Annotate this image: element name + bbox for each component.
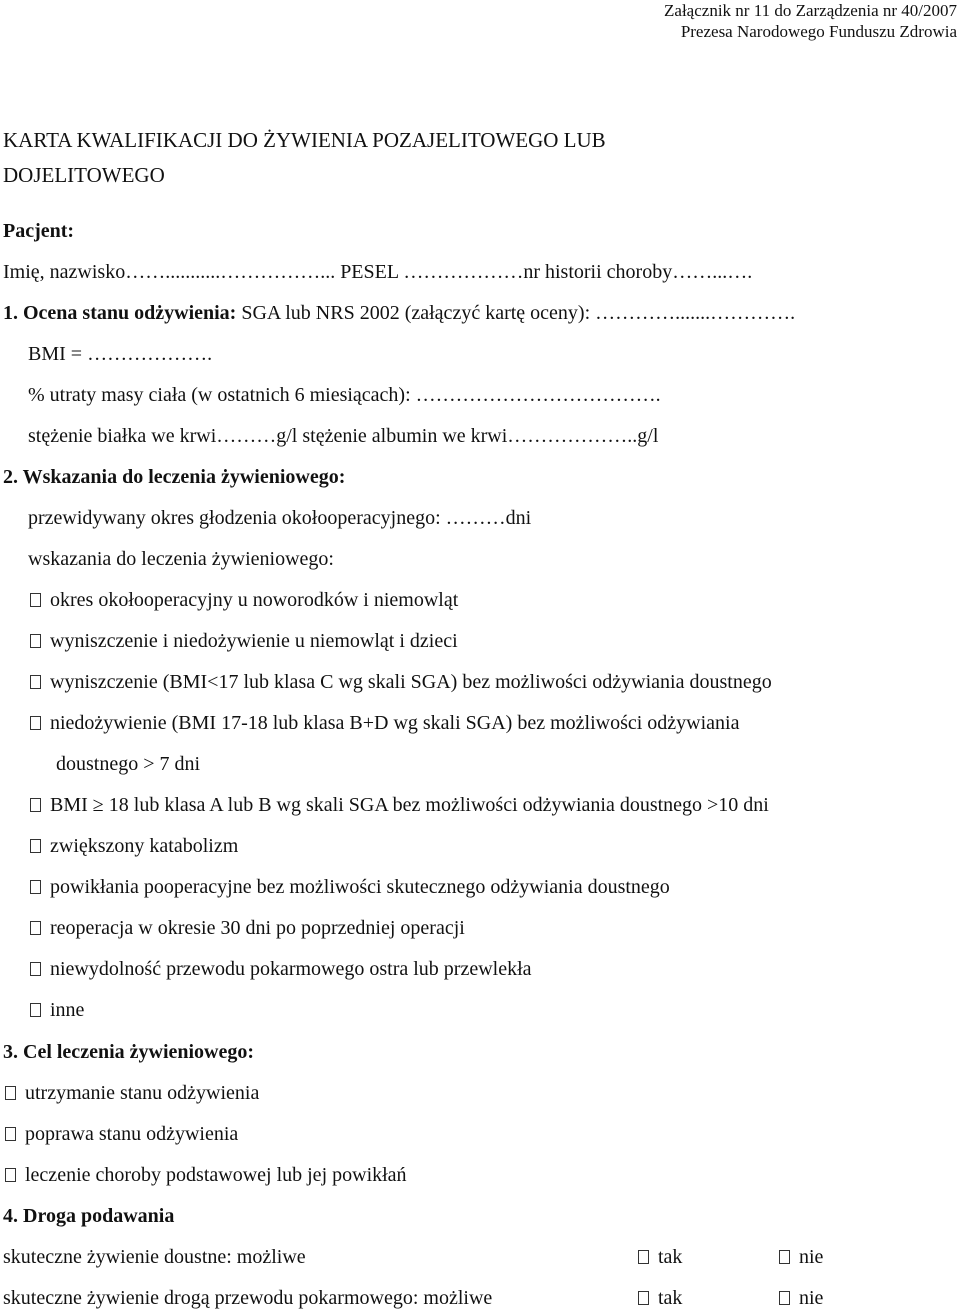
section-1-heading (3, 301, 795, 325)
indication-label: okres okołooperacyjny u noworodków i niemowląt (50, 589, 459, 611)
indication-label: niewydolność przewodu pokarmowego ostra lub przewlekła (50, 958, 532, 980)
checkbox[interactable] (30, 1003, 41, 1017)
indication-label: niedożywienie (BMI 17-18 lub klasa B+D wg skali SGA) bez możliwości odżywiania (50, 712, 740, 734)
checkbox[interactable] (30, 839, 41, 853)
checkbox[interactable] (779, 1250, 790, 1264)
patient-label: Pacjent: (3, 220, 75, 242)
weight-loss-field: % utraty masy ciała (w ostatnich 6 miesiącach): ………………………………. (28, 384, 661, 406)
yes-label: tak (658, 1287, 683, 1309)
checkbox[interactable] (30, 798, 41, 812)
bmi-field: BMI = ………………. (28, 343, 213, 365)
document-title-line2: DOJELITOWEGO (3, 163, 165, 187)
indication-item (30, 793, 769, 817)
goal-label: utrzymanie stanu odżywienia (25, 1082, 260, 1104)
indication-label: wyniszczenie (BMI<17 lub klasa C wg skali SGA) bez możliwości odżywiania doustnego (50, 671, 772, 693)
goal-label: poprawa stanu odżywienia (25, 1123, 239, 1145)
checkbox[interactable] (5, 1086, 16, 1100)
indication-item (30, 916, 465, 940)
checkbox[interactable] (30, 675, 41, 689)
checkbox[interactable] (30, 880, 41, 894)
checkbox[interactable] (30, 634, 41, 648)
indication-label: zwiększony katabolizm (50, 835, 239, 857)
route-row-label: skuteczne żywienie drogą przewodu pokarmowego: możliwe (3, 1287, 493, 1309)
yes-label: tak (658, 1246, 683, 1268)
checkbox[interactable] (30, 593, 41, 607)
indication-label: inne (50, 999, 85, 1021)
route-yes-option (638, 1245, 682, 1269)
section-3-heading: 3. Cel leczenia żywieniowego: (3, 1041, 255, 1063)
indication-item (30, 670, 772, 694)
indication-item (30, 588, 458, 612)
indication-label: powikłania pooperacyjne bez możliwości skutecznego odżywiania doustnego (50, 876, 670, 898)
section-1-title: 1. Ocena stanu odżywienia: (3, 302, 242, 324)
no-label: nie (799, 1246, 824, 1268)
patient-fields-line: Imię, nazwisko……...........……………... PESEL ………………nr historii choroby……...…. (3, 261, 753, 283)
indication-item (30, 875, 670, 899)
checkbox[interactable] (30, 962, 41, 976)
indication-label-continuation: doustnego > 7 dni (56, 753, 201, 775)
checkbox[interactable] (30, 921, 41, 935)
route-no-option (779, 1245, 823, 1269)
route-yes-option (638, 1286, 682, 1310)
checkbox[interactable] (5, 1168, 16, 1182)
indication-item (30, 957, 532, 981)
indication-item (30, 711, 739, 735)
indication-label: BMI ≥ 18 lub klasa A lub B wg skali SGA bez możliwości odżywiania doustnego >10 dni (50, 794, 769, 816)
document-title-line1: KARTA KWALIFIKACJI DO ŻYWIENIA POZAJELITOWEGO LUB (3, 128, 606, 152)
protein-albumin-field: stężenie białka we krwi………g/l stężenie albumin we krwi………………..g/l (28, 425, 659, 447)
goal-label: leczenie choroby podstawowej lub jej powikłań (25, 1164, 407, 1186)
indication-item (30, 998, 84, 1022)
fasting-period-field: przewidywany okres głodzenia okołooperacyjnego: ………dni (28, 507, 532, 529)
no-label: nie (799, 1287, 824, 1309)
checkbox[interactable] (5, 1127, 16, 1141)
section-2-heading: 2. Wskazania do leczenia żywieniowego: (3, 466, 346, 488)
indication-label: reoperacja w okresie 30 dni po poprzedniej operacji (50, 917, 465, 939)
indication-item (30, 834, 238, 858)
goal-item (5, 1163, 407, 1187)
header-annex-line: Załącznik nr 11 do Zarządzenia nr 40/2007 (664, 1, 957, 20)
indication-label: wyniszczenie i niedożywienie u niemowląt i dzieci (50, 630, 458, 652)
indications-label: wskazania do leczenia żywieniowego: (28, 548, 334, 570)
section-1-method: SGA lub NRS 2002 (załączyć kartę oceny): ………….......…………. (241, 302, 796, 324)
checkbox[interactable] (638, 1250, 649, 1264)
goal-item (5, 1081, 259, 1105)
indication-item (30, 629, 458, 653)
route-no-option (779, 1286, 823, 1310)
section-4-heading: 4. Droga podawania (3, 1205, 175, 1227)
goal-item (5, 1122, 238, 1146)
checkbox[interactable] (30, 716, 41, 730)
checkbox[interactable] (779, 1291, 790, 1305)
route-row-label: skuteczne żywienie doustne: możliwe (3, 1246, 306, 1268)
header-institution-line: Prezesa Narodowego Funduszu Zdrowia (680, 22, 957, 41)
checkbox[interactable] (638, 1291, 649, 1305)
